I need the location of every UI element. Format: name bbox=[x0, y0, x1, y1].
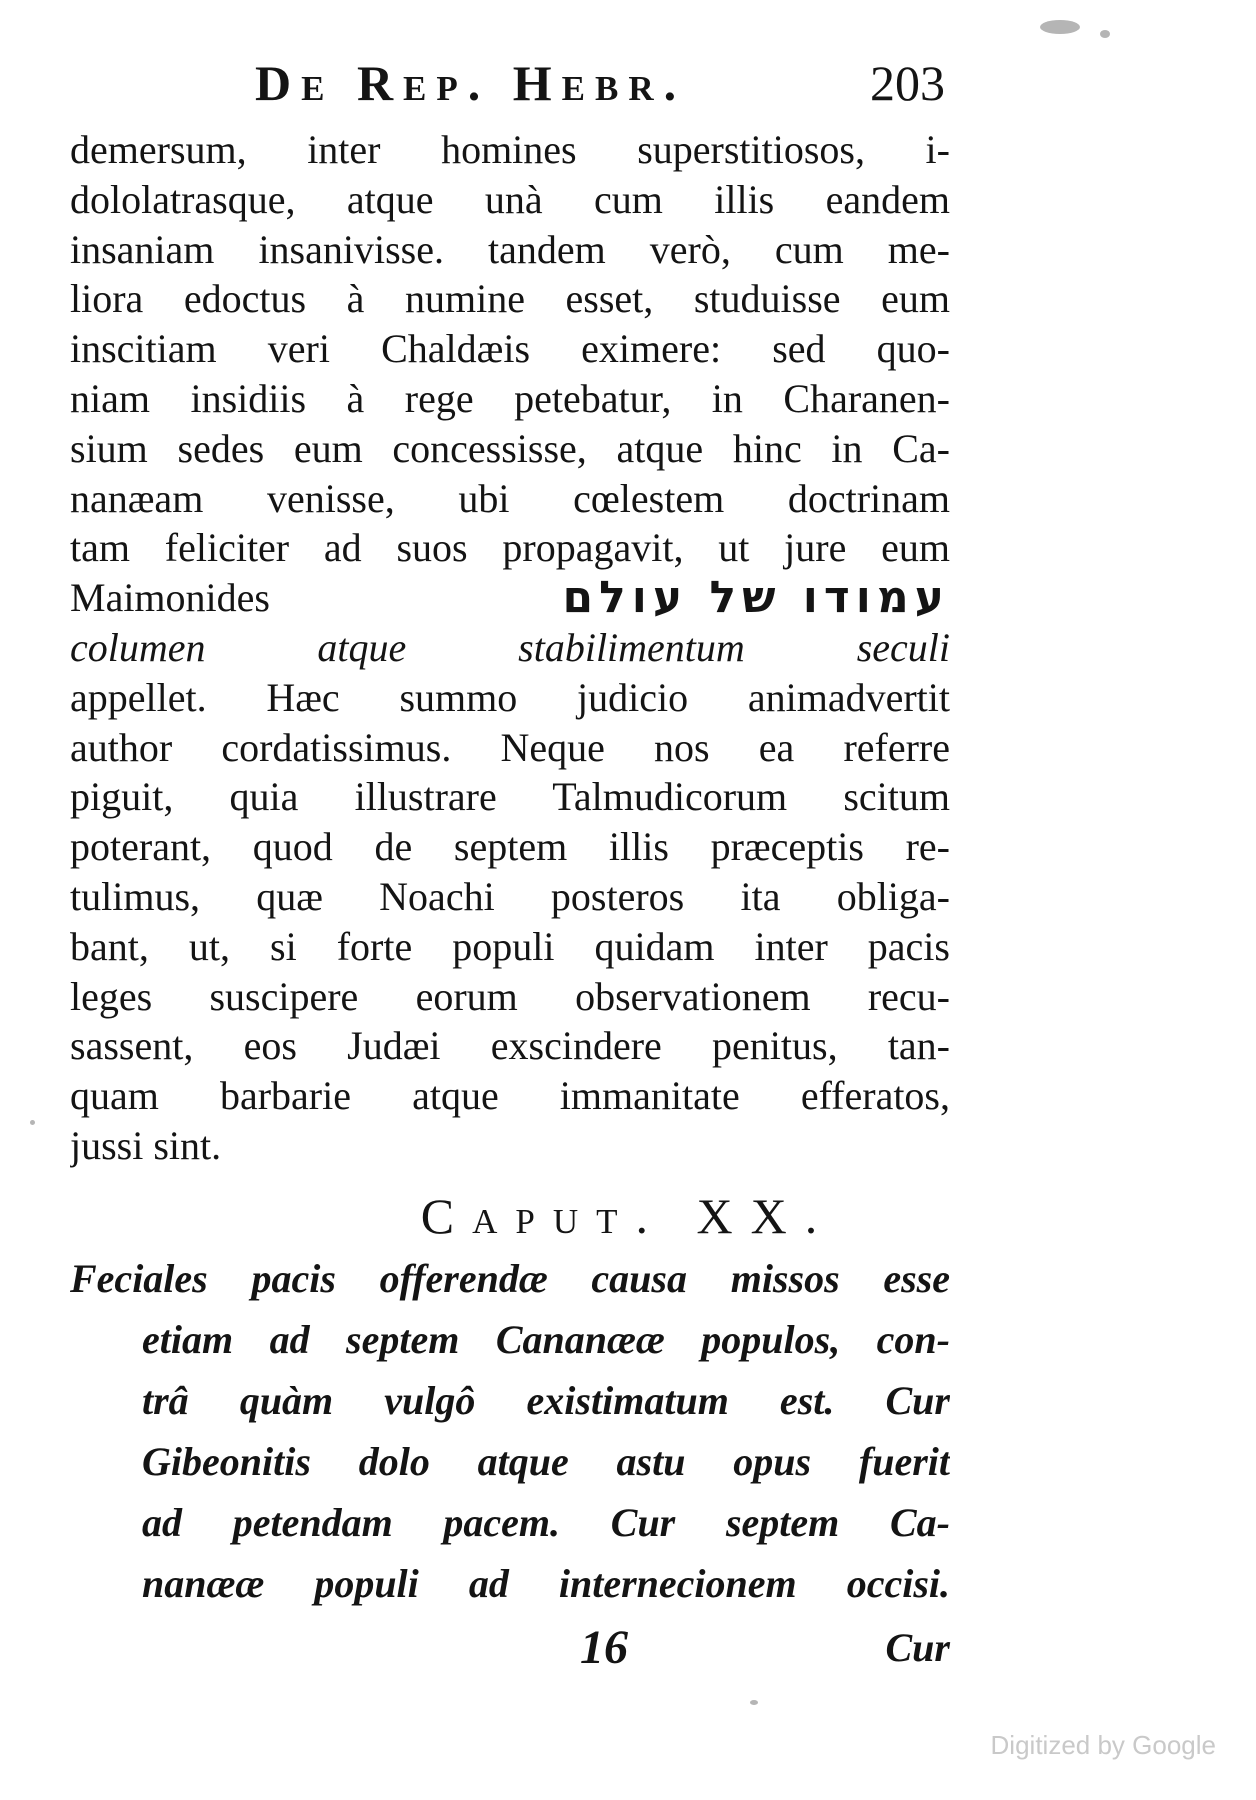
page-footer bbox=[560, 1620, 950, 1676]
watermark: Digitized by Google bbox=[990, 1730, 1216, 1760]
hebrew-quote: עמודו של עולם bbox=[562, 573, 950, 623]
chapter-summary bbox=[70, 1248, 950, 1614]
summary-line: Feciales pacis offerendæ causa missos esse bbox=[70, 1256, 950, 1301]
summary-line: ad petendam pacem. Cur septem Ca- bbox=[142, 1500, 950, 1545]
text-line: niam insidiis à rege petebatur, in Charanen- bbox=[70, 375, 950, 421]
text-line: author cordatissimus. Neque nos ea referre bbox=[70, 724, 950, 770]
text-line: dololatrasque, atque unà cum illis eandem bbox=[70, 176, 950, 222]
text-line: tulimus, quæ Noachi posteros ita obliga- bbox=[70, 873, 950, 919]
text-line: insaniam insanivisse. tandem verò, cum me- bbox=[70, 226, 950, 272]
summary-line: Gibeonitis dolo atque astu opus fuerit bbox=[142, 1439, 950, 1484]
page-number: 203 bbox=[870, 55, 945, 111]
text-line: leges suscipere eorum observationem recu- bbox=[70, 973, 950, 1019]
text-line: quam barbarie atque immanitate efferatos, bbox=[70, 1073, 950, 1119]
scan-speck bbox=[1040, 20, 1080, 34]
text-line: inscitiam veri Chaldæis eximere: sed quo- bbox=[70, 326, 950, 372]
page-header bbox=[255, 48, 945, 118]
running-title: De Rep. Hebr. bbox=[255, 55, 687, 111]
text-line: bant, ut, si forte populi quidam inter pacis bbox=[70, 923, 950, 969]
text-line: poterant, quod de septem illis præceptis re- bbox=[70, 824, 950, 870]
text-line: appellet. Hæc summo judicio animadvertit bbox=[70, 674, 950, 720]
scan-speck bbox=[30, 1120, 35, 1125]
text-line: nanæam venisse, ubi cœlestem doctrinam bbox=[70, 475, 950, 521]
scan-speck bbox=[750, 1700, 758, 1705]
latin-gloss: columen atque stabilimentum seculi bbox=[70, 624, 950, 670]
text-line: tam feliciter ad suos propagavit, ut jure eum bbox=[70, 525, 950, 571]
summary-line: etiam ad septem Cananææ populos, con- bbox=[142, 1317, 950, 1362]
chapter-title: Caput. XX. bbox=[420, 1188, 836, 1244]
catchword: Cur bbox=[885, 1625, 950, 1670]
body-text bbox=[70, 125, 950, 1171]
hebrew-quote-line bbox=[70, 573, 950, 623]
summary-line: nanææ populi ad internecionem occisi. bbox=[142, 1561, 950, 1606]
text-line-last: jussi sint. bbox=[70, 1122, 222, 1168]
text-line: sium sedes eum concessisse, atque hinc in Ca- bbox=[70, 425, 950, 471]
maimonides-word: Maimonides bbox=[70, 575, 270, 621]
summary-line: trâ quàm vulgô existimatum est. Cur bbox=[142, 1378, 950, 1423]
text-line: demersum, inter homines superstitiosos, i- bbox=[70, 127, 950, 172]
signature-mark: 16 bbox=[580, 1621, 628, 1674]
text-line: liora edoctus à numine esset, studuisse eum bbox=[70, 276, 950, 322]
text-line: sassent, eos Judæi exscindere penitus, tan- bbox=[70, 1023, 950, 1069]
text-line: piguit, quia illustrare Talmudicorum scitum bbox=[70, 774, 950, 820]
scan-speck bbox=[1100, 30, 1110, 38]
